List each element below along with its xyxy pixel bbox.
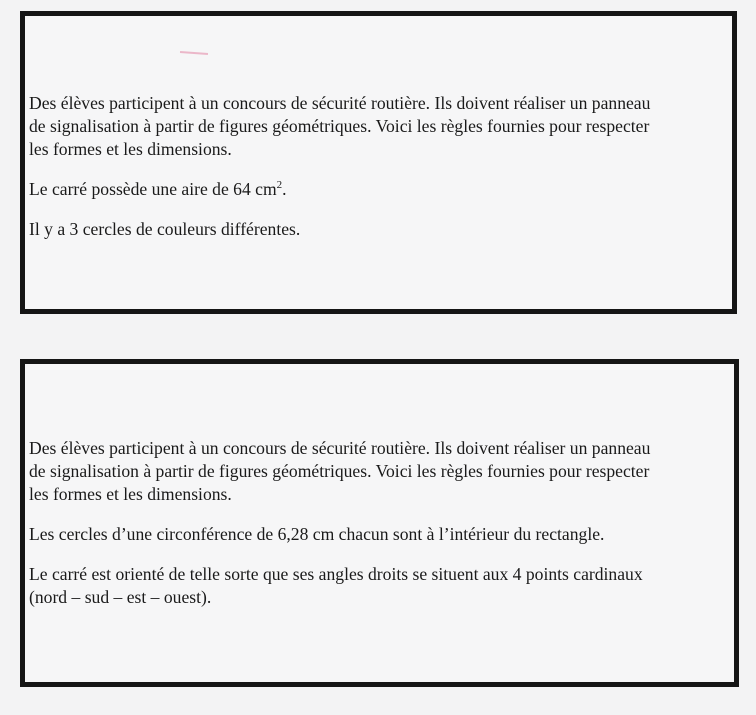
card-2-text <box>29 437 726 626</box>
square-area-rule <box>29 178 724 201</box>
card-1-text <box>29 92 724 258</box>
square-orientation-rule: Le carré est orienté de telle sorte que ses angles droits se situent aux 4 points cardinaux (nord – sud – est – ouest). <box>29 564 643 607</box>
circles-circumference-rule: Les cercles d’une circonférence de 6,28 cm chacun sont à l’intérieur du rectangle. <box>29 524 605 544</box>
rules-card-1 <box>20 11 737 314</box>
intro-paragraph: Des élèves participent à un concours de sécurité routière. Ils doivent réaliser un panneau de signalisation à partir de figures géométriques. Voici les règles fournies pour respecter les formes et les dimensions. <box>29 93 651 159</box>
pen-mark <box>180 51 208 55</box>
square-area-text: Le carré possède une aire de 64 cm <box>29 179 277 199</box>
circles-colors-rule: Il y a 3 cercles de couleurs différentes. <box>29 219 301 239</box>
rules-card-2 <box>20 359 739 687</box>
intro-paragraph: Des élèves participent à un concours de sécurité routière. Ils doivent réaliser un panneau de signalisation à partir de figures géométriques. Voici les règles fournies pour respecter les formes et les dimensions. <box>29 438 651 504</box>
square-area-exponent: 2 <box>276 179 283 191</box>
square-area-end: . <box>282 179 287 199</box>
